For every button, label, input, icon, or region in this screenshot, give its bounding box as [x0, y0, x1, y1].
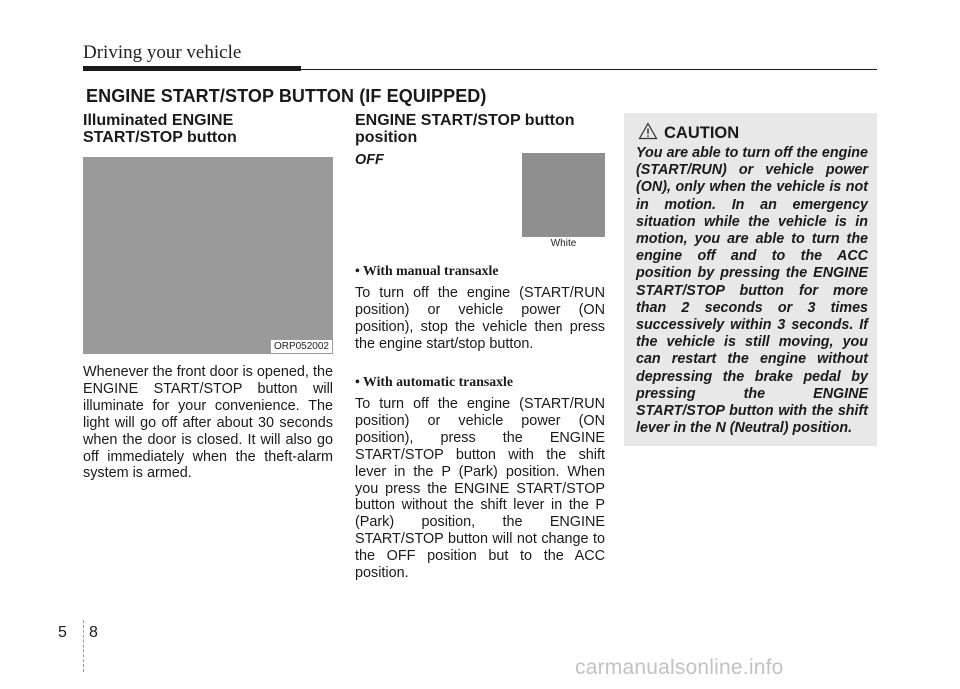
- off-position-label: OFF: [355, 152, 384, 168]
- manual-transaxle-paragraph: To turn off the engine (START/RUN position) or vehicle power (ON position), stop the vehicle then press the engine start/stop button.: [355, 285, 605, 352]
- section-title: ENGINE START/STOP BUTTON (IF EQUIPPED): [86, 86, 487, 106]
- photo-code-label: ORP052002: [271, 340, 332, 353]
- photo-color-label: White: [522, 237, 605, 250]
- header-rule-thick: [83, 66, 301, 71]
- header-title: Driving your vehicle: [83, 42, 242, 63]
- page-number: 8: [89, 624, 98, 641]
- automatic-transaxle-paragraph: To turn off the engine (START/RUN position) or vehicle power (ON position), press the ENGINE START/STOP button with the shift lever in the P (Park) position. When you press the ENGINE START/STOP button without the shift lever in the P (Park) position, the ENGINE START/STOP button will not change to the OFF position but to the ACC position.: [355, 396, 605, 582]
- off-button-photo: [522, 153, 605, 250]
- caution-header: [638, 122, 739, 145]
- header-rule-thin: [301, 69, 877, 70]
- caution-box: [624, 113, 877, 446]
- start-stop-button-photo: [83, 157, 333, 354]
- watermark: carmanualsonline.info: [575, 656, 784, 679]
- caution-title: CAUTION: [664, 124, 740, 142]
- manual-transaxle-bullet: • With manual transaxle: [355, 263, 499, 278]
- warning-triangle-icon: [638, 122, 658, 145]
- chapter-number: 5: [58, 624, 67, 641]
- col2-heading: ENGINE START/STOP button position: [355, 112, 575, 146]
- automatic-transaxle-bullet: • With automatic transaxle: [355, 374, 513, 389]
- col1-heading: Illuminated ENGINE START/STOP button: [83, 112, 237, 146]
- illumination-paragraph: Whenever the front door is opened, the ENGINE START/STOP button will illuminate for your convenience. The light will go off after about 30 seconds when the door is closed. It will also go off immediately when the theft-alarm system is armed.: [83, 364, 333, 482]
- caution-text: You are able to turn off the engine (START/RUN) or vehicle power (ON), only when the vehicle is not in motion. In an emergency situation while the vehicle is in motion, you are able to turn the engine off and to the ACC position by pressing the ENGINE START/STOP button for more than 2 seconds or 3 times successively within 3 seconds. If the vehicle is still moving, you can restart the engine without depressing the brake pedal by pressing the ENGINE START/STOP button with the shift lever in the N (Neutral) position.: [636, 145, 868, 437]
- footer-divider: [83, 620, 84, 672]
